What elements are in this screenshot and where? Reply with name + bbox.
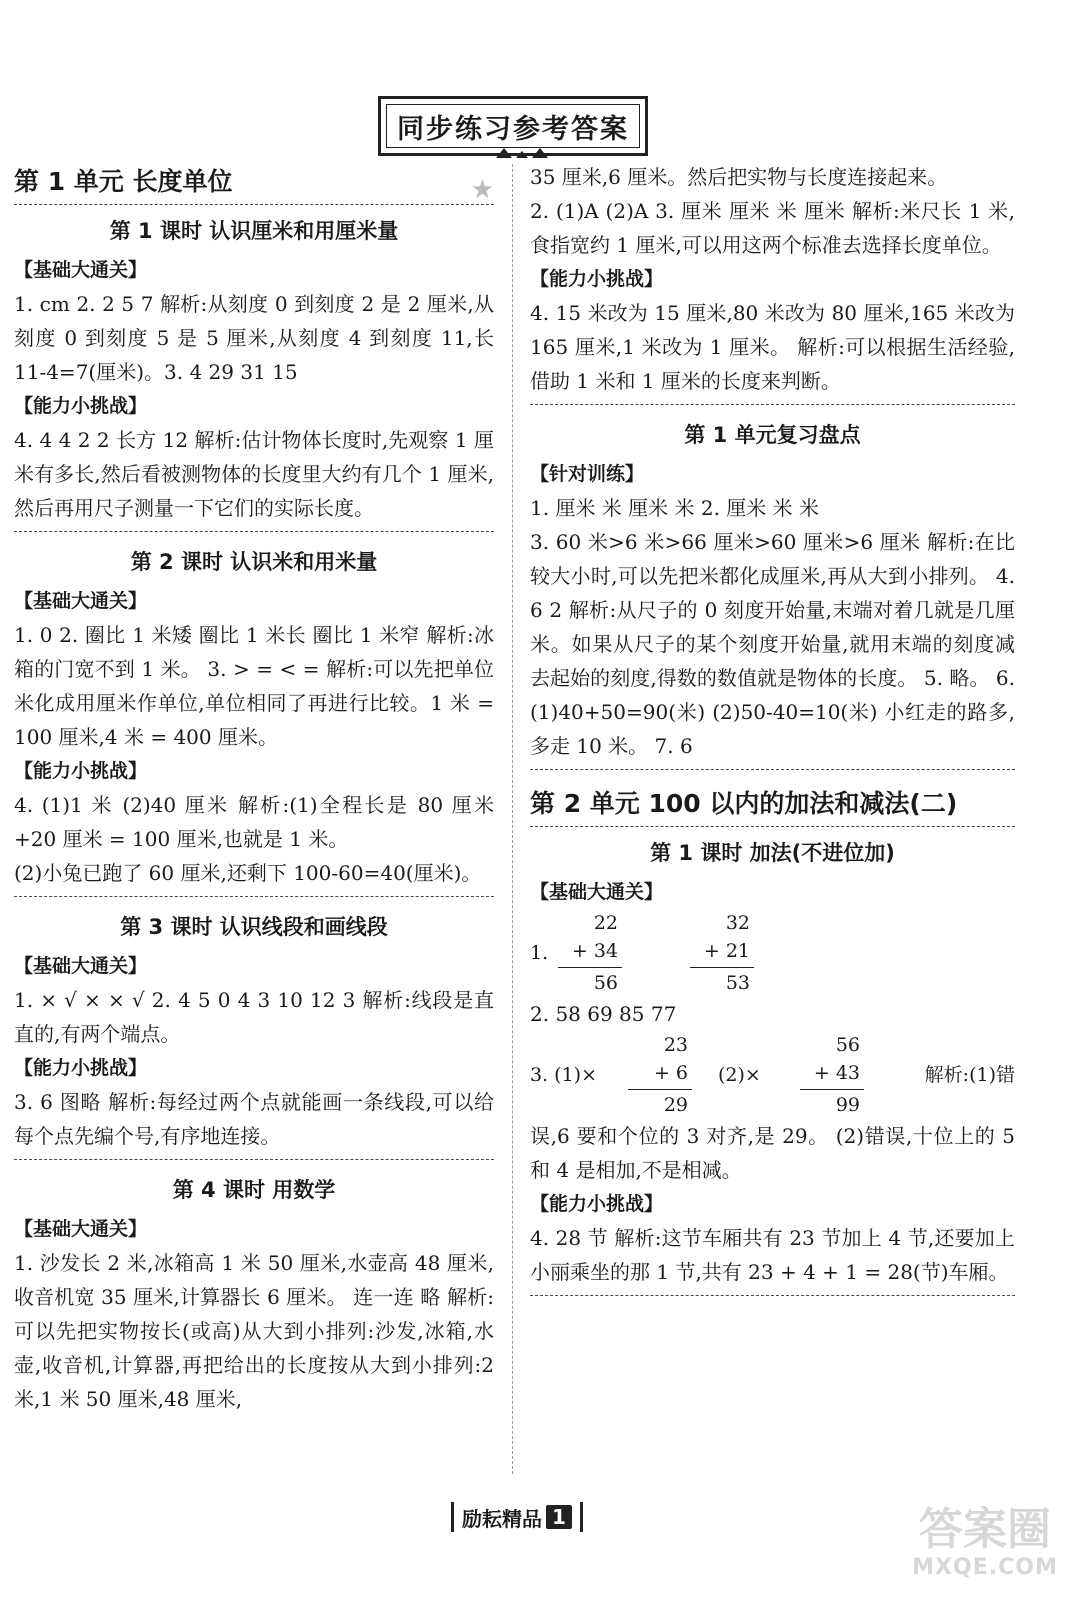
vertical-addition-row-2 xyxy=(530,1031,1015,1119)
answer-paragraph: 4. 28 节 解析:这节车厢共有 23 节加上 4 节,还要加上小丽乘坐的那 1 节,共有 23 + 4 + 1 = 28(节)车厢。 xyxy=(530,1226,1015,1284)
section-tag: 【能力小挑战】 xyxy=(14,1057,148,1079)
lesson-1-title: 第 1 课时 认识厘米和用厘米量 xyxy=(109,219,399,243)
sum-line xyxy=(690,967,754,968)
addend: 23 xyxy=(663,1034,688,1056)
footer-bar xyxy=(451,1502,454,1532)
lesson-2-title: 第 2 课时 认识米和用米量 xyxy=(130,550,378,574)
sum: 29 xyxy=(663,1094,688,1116)
answer-paragraph: 1. 沙发长 2 米,冰箱高 1 米 50 厘米,水壶高 48 厘米,收音机宽 35 厘米,计算器长 6 厘米。 连一连 略 解析:可以先把实物按长(或高)从大到小排列:沙发,冰箱,水壶,收音机,计算器,再把给出的长度按从大到小排列:2 米,1 米 50 厘米,48 厘米, xyxy=(14,1251,494,1411)
answer-paragraph: 3. 6 图略 解析:每经过两个点就能画一条线段,可以给每个点先编个号,有序地连接。 xyxy=(14,1090,494,1148)
unit-1-title: 第 1 单元 长度单位 xyxy=(14,167,233,196)
sum-line xyxy=(628,1089,692,1090)
answer-paragraph: 4. 15 米改为 15 厘米,80 米改为 80 厘米,165 米改为 165 厘米,1 米改为 1 厘米。 解析:可以根据生活经验,借助 1 米和 1 厘米的长度来判断。 xyxy=(530,301,1015,393)
watermark xyxy=(895,1505,1075,1585)
right-column xyxy=(530,160,1015,1306)
question-mid: (2)× xyxy=(718,1064,761,1086)
question-label: 3. (1)× xyxy=(530,1064,598,1086)
section-tag: 【基础大通关】 xyxy=(14,259,148,281)
answer-paragraph: 4. (1)1 米 (2)40 厘米 解析:(1)全程长是 80 厘米+20 厘米 = 100 厘米,也就是 1 米。 xyxy=(14,793,494,851)
addend: 56 xyxy=(835,1034,860,1056)
unit-2-title: 第 2 单元 100 以内的加法和减法(二) xyxy=(530,789,958,818)
question-tail: 解析:(1)错 xyxy=(924,1064,1015,1086)
addend: + 21 xyxy=(703,940,750,962)
answer-paragraph: 3. 60 米>6 米>66 厘米>60 厘米>6 厘米 解析:在比较大小时,可以先把米都化成厘米,再从大到小排列。 4. 6 2 解析:从尺子的 0 刻度开始量,末端对着几就是几厘米。如果从尺子的某个刻度开始量,就用末端的刻度减去起始的刻度,得数的数值就是物体的长度。 5. 略。 6. (1)40+50=90(米) (2)50-40=10(米) 小红走的路多,多走 10 米。 7. 6 xyxy=(530,530,1015,758)
section-divider xyxy=(530,404,1015,405)
addend: + 43 xyxy=(813,1062,860,1084)
section-divider xyxy=(14,1159,494,1160)
answer-paragraph: 2. (1)A (2)A 3. 厘米 厘米 米 厘米 解析:米尺长 1 米,食指宽约 1 厘米,可以用这两个标准去选择长度单位。 xyxy=(530,199,1015,257)
lesson-3-title: 第 3 课时 认识线段和画线段 xyxy=(120,915,388,939)
footer-brand: 励耘精品 xyxy=(462,1506,543,1531)
answer-paragraph: 1. 厘米 米 厘米 米 2. 厘米 米 米 xyxy=(530,496,820,520)
review-title: 第 1 单元复习盘点 xyxy=(684,423,861,447)
section-tag: 【针对训练】 xyxy=(530,463,645,485)
page-number: 1 xyxy=(546,1505,572,1529)
vertical-addition-row-1 xyxy=(530,909,1015,997)
addend: 22 xyxy=(593,912,618,934)
section-divider xyxy=(14,896,494,897)
sum-line xyxy=(558,967,622,968)
footer-bar xyxy=(580,1502,583,1532)
section-divider xyxy=(530,769,1015,770)
watermark-url: MXQE.COM xyxy=(912,1555,1058,1580)
lesson-4-title: 第 4 课时 用数学 xyxy=(172,1178,336,1202)
sum: 56 xyxy=(593,972,618,994)
addend: 32 xyxy=(725,912,750,934)
left-column xyxy=(14,160,494,1416)
sum-line xyxy=(800,1089,864,1090)
title-ornament-icon xyxy=(492,146,552,160)
unit2-lesson-1-title: 第 1 课时 加法(不进位加) xyxy=(650,841,895,865)
column-divider xyxy=(512,164,513,1474)
section-tag: 【能力小挑战】 xyxy=(14,395,148,417)
page-title: 同步练习参考答案 xyxy=(386,104,640,148)
page-footer xyxy=(424,1496,610,1538)
unit-1-heading xyxy=(14,160,494,205)
answer-paragraph: 1. 0 2. 圈比 1 米矮 圈比 1 米长 圈比 1 米窄 解析:冰箱的门宽不到 1 米。 3. > = < = 解析:可以先把单位米化成用厘米作单位,单位相同了再进行比较。1 米 = 100 厘米,4 米 = 400 厘米。 xyxy=(14,623,494,749)
section-tag: 【基础大通关】 xyxy=(14,590,148,612)
answer-paragraph: 1. cm 2. 2 5 7 解析:从刻度 0 到刻度 2 是 2 厘米,从刻度 0 到刻度 5 是 5 厘米,从刻度 4 到刻度 11,长 11-4=7(厘米)。3. 4 29 31 15 xyxy=(14,292,494,384)
unit-2-heading xyxy=(530,782,1015,827)
section-tag: 【能力小挑战】 xyxy=(530,1193,664,1215)
answer-paragraph: 2. 58 69 85 77 xyxy=(530,1002,677,1026)
section-tag: 【能力小挑战】 xyxy=(14,760,148,782)
question-label: 1. xyxy=(530,942,549,964)
star-icon: ★ xyxy=(470,175,494,205)
addend: + 6 xyxy=(653,1062,688,1084)
answer-paragraph: 误,6 要和个位的 3 对齐,是 29。 (2)错误,十位上的 5 和 4 是相加,不是相减。 xyxy=(530,1124,1015,1182)
watermark-logo: 答案圈 xyxy=(919,1504,1051,1555)
sum: 99 xyxy=(835,1094,860,1116)
section-tag: 【基础大通关】 xyxy=(530,881,664,903)
answer-paragraph: 35 厘米,6 厘米。然后把实物与长度连接起来。 xyxy=(530,165,948,189)
section-tag: 【基础大通关】 xyxy=(14,955,148,977)
sum: 53 xyxy=(725,972,750,994)
section-divider xyxy=(530,1295,1015,1296)
answer-paragraph: 1. × √ × × √ 2. 4 5 0 4 3 10 12 3 解析:线段是直直的,有两个端点。 xyxy=(14,988,494,1046)
section-tag: 【能力小挑战】 xyxy=(530,268,664,290)
answer-paragraph: (2)小兔已跑了 60 厘米,还剩下 100-60=40(厘米)。 xyxy=(14,861,482,885)
section-tag: 【基础大通关】 xyxy=(14,1218,148,1240)
section-divider xyxy=(14,531,494,532)
answer-paragraph: 4. 4 4 2 2 长方 12 解析:估计物体长度时,先观察 1 厘米有多长,然后看被测物体的长度里大约有几个 1 厘米,然后再用尺子测量一下它们的实际长度。 xyxy=(14,428,494,520)
addend: + 34 xyxy=(571,940,618,962)
